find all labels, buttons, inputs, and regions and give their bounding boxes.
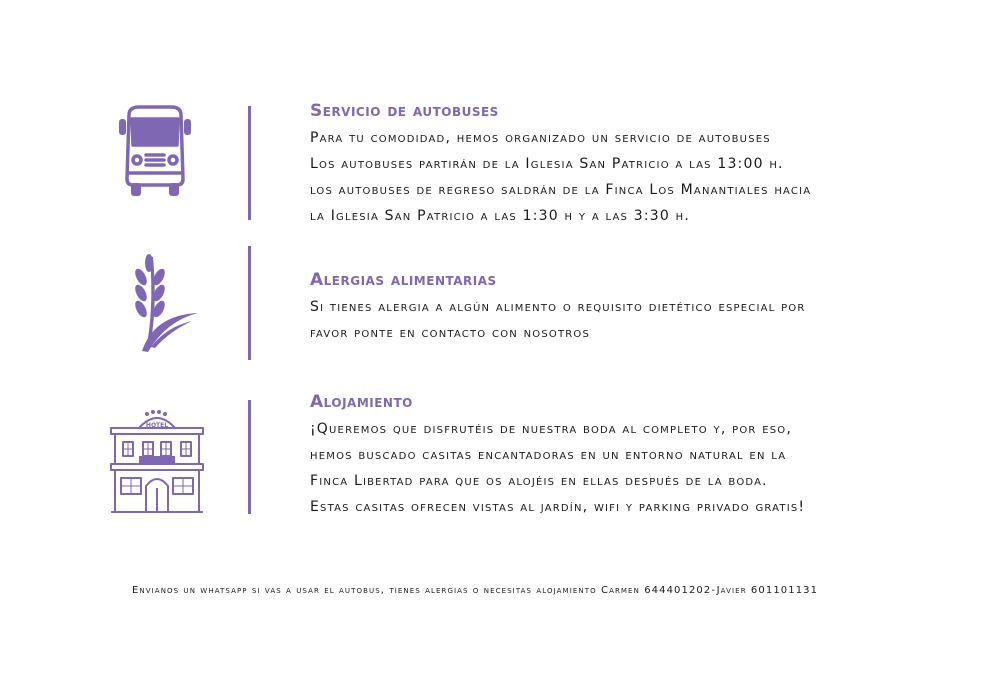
section-text-line: Para tu comodidad, hemos organizado un servicio de autobuses [310,130,771,146]
wheat-icon [132,251,202,355]
section-text-line: la Iglesia San Patricio a las 1:30 h y a las 3:30 h. [310,208,691,224]
bus-icon [115,103,195,199]
section-text-line: Estas casitas ofrecen vistas al jardín, wifi y parking privado gratis! [310,499,806,515]
hotel-sign-text: HOTEL [145,422,169,429]
section-title: Servicio de autobuses [310,101,499,121]
section-text-line: Los autobuses partirán de la Iglesia San Patricio a las 13:00 h. [310,156,784,172]
section-text-line: los autobuses de regreso saldrán de la Finca Los Manantiales hacia [310,182,812,198]
hotel-icon [109,406,205,516]
section-text-line: hemos buscado casitas encantadoras en un entorno natural en la [310,447,787,463]
section-text-line: Si tienes alergia a algún alimento o requisito dietético especial por [310,299,806,315]
section-divider [248,246,251,360]
section-text-line: ¡Queremos que disfrutéis de nuestra boda al completo y, por eso, [310,421,793,437]
section-text-line: favor ponte en contacto con nosotros [310,325,591,341]
section-title: Alergias alimentarias [310,270,497,290]
section-divider [248,400,251,514]
section-divider [248,106,251,220]
section-title: Alojamiento [310,392,413,412]
contact-footer: Envianos un whatsapp si vas a usar el autobus, tienes alergias o necesitas alojamiento Carmen 644401202-Javier 601101131 [132,585,819,596]
section-text-line: Finca Libertad para que os alojéis en ellas después de la boda. [310,473,768,489]
